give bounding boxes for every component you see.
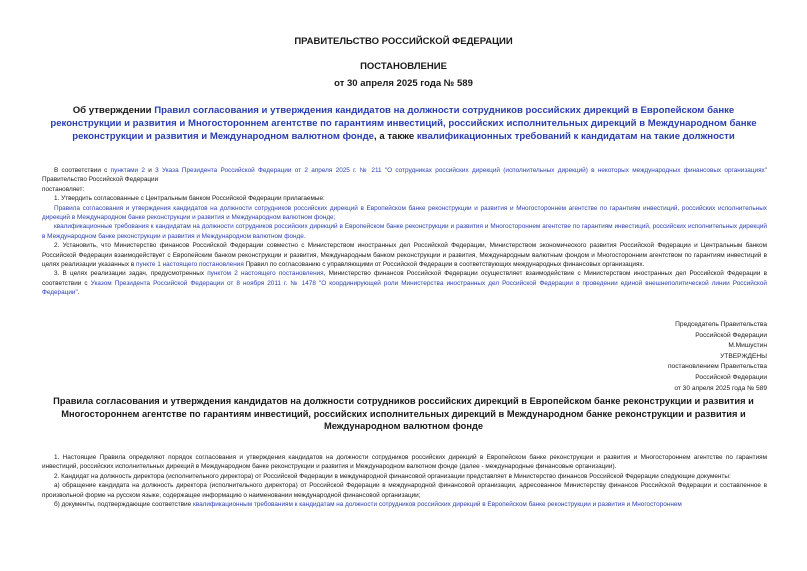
rule-2b xyxy=(42,500,767,509)
rule-2b-text: б) документы, подтверждающие соответствие xyxy=(54,501,193,509)
decree-point3-link[interactable]: 3 Указа Президента Российской Федерации от 2 апреля 2025 г. № 211 "О сотрудниках российских дирекций (исполнительных дирекций) в некоторых международных финансовых организациях" xyxy=(155,167,768,174)
signatory-title: Председатель Правительства xyxy=(675,321,767,328)
item-2-text-a: 2. Установить, что Министерство финансов Российской Федерации совместно с Министерством иностранных дел Российской Федерации, Министерством экономического развития Российской Федерации и Центральным банком Российской Федерации взаимодействует с Европейским банком реконструкции и развития, Международным банком реконструкции и развития, Международным валютным фондом и Многосторонним агентством по гарантиям инвестиций в целях реализации указанных в xyxy=(42,242,767,269)
document-type: ПОСТАНОВЛЕНИЕ xyxy=(360,61,447,72)
preamble-text-3: Правительство Российской Федерации xyxy=(42,176,159,184)
item-3-text-b: , Министерство финансов Российской Федерации осуществляет взаимодействие с Министерством иностранных дел Российской Федерации в соответствии с xyxy=(42,270,768,287)
rule-1: 1. Настоящие Правила определяют порядок согласования и утверждения кандидатов на должности сотрудников российских дирекций в Европейском банке реконструкции и развития и Многостороннем агентстве по гарантиям инвестиций, российских исполнительных дирекций в Международном банке реконструкции и развития и Международном валютном фонде (далее - международные финансовые организации). xyxy=(42,454,767,471)
document-date-number: от 30 апреля 2025 года № 589 xyxy=(334,78,473,89)
government-heading: ПРАВИТЕЛЬСТВО РОССИЙСКОЙ ФЕДЕРАЦИИ xyxy=(294,36,513,47)
approved-date: от 30 апреля 2025 года № 589 xyxy=(674,384,767,392)
item-1-requirements-link[interactable]: квалификационные требования к кандидатам на должности сотрудников российских дирекций в Европейском банке реконструкции и развития и Многостороннем агентстве по гарантиям инвестиций, российских исполнительных дирекций в Международном банке реконструкции и развития и Международном валютном фонде. xyxy=(42,223,767,240)
rules-title-link[interactable]: Правил согласования и утверждения кандидатов на должности сотрудников российских дирекций в Европейском банке реконструкции и развития и Многостороннем агентстве по гарантиям инвестиций, российских исполнительных дирекций в Международном банке реконструкции и развития и Международном валютном фонде xyxy=(50,105,757,142)
approved-org: Российской Федерации xyxy=(695,373,767,381)
title-prefix: Об утверждении xyxy=(72,105,155,116)
preamble-text-2: и xyxy=(144,167,156,174)
decree-body xyxy=(42,166,767,298)
rules-body xyxy=(42,453,767,509)
signatory-name: М.Мишустин xyxy=(728,342,767,350)
signatory-org: Российской Федерации xyxy=(695,331,767,339)
signature-block xyxy=(567,320,767,394)
item-3-link-1[interactable]: пунктом 2 настоящего постановления xyxy=(207,270,324,278)
item-3-text-a: 3. В целях реализации задач, предусмотренных xyxy=(54,270,208,278)
document-title xyxy=(40,104,767,143)
preamble-text-1: В соответствии с xyxy=(54,167,111,174)
rules-title: Правила согласования и утверждения кандидатов на должности сотрудников российских дирекций в Европейском банке реконструкции и развития и Многостороннем агентстве по гарантиям инвестиций, российских исполнительных дирекций в Международном банке реконструкции и развития и Международном валютном фонде xyxy=(53,396,754,431)
item-3 xyxy=(42,269,767,297)
item-3-text-c: . xyxy=(77,289,80,297)
rule-2a: а) обращение кандидата на должность директора (исполнительного директора) от Российской Федерации в международной финансовой организации, адресованное Министерству финансов Российской Федерации и составленное в произвольной форме на русском языке, содержащее информацию о наименовании международной финансовой организации; xyxy=(42,482,767,499)
item-2 xyxy=(42,241,767,269)
item-2-text-b: Правил по согласованию с управляющими от Российской Федерации в соответствующих международных финансовых организациях. xyxy=(243,261,645,269)
item-1: 1. Утвердить согласованные с Центральным банком Российской Федерации прилагаемые: xyxy=(54,195,325,203)
preamble xyxy=(42,166,767,185)
title-middle: , а также xyxy=(374,131,417,142)
resolves-word: постановляет: xyxy=(42,185,85,193)
item-1-rules-link[interactable]: Правила согласования и утверждения кандидатов на должности сотрудников российских дирекций в Европейском банке реконструкции и развития и Многостороннем агентстве по гарантиям инвестиций, российских исполнительных дирекций в Международном банке реконструкции и развития и Международном валютном фонде; xyxy=(42,204,767,222)
requirements-title-link[interactable]: квалификационных требований к кандидатам на такие должности xyxy=(416,131,735,142)
item-2-link[interactable]: пункте 1 настоящего постановления xyxy=(136,261,244,269)
rule-2: 2. Кандидат на должность директора (исполнительного директора) от Российской Федерации в международной финансовой организации представляет в Министерство финансов Российской Федерации следующие документы: xyxy=(54,472,731,480)
approved-by: постановлением Правительства xyxy=(667,363,767,371)
decree-point2-link[interactable]: пунктами 2 xyxy=(110,167,145,174)
rule-2b-link[interactable]: квалификационным требованиям к кандидатам на должности сотрудников российских дирекций в Европейском банке реконструкции и развития и Многостороннем xyxy=(192,501,682,509)
item-3-link-2[interactable]: Указом Президента Российской Федерации от 8 ноября 2011 г. № 1478 "О координирующей роли Министерства иностранных дел Российской Федерации в проведении единой внешнеполитической линии Российской Федерации" xyxy=(42,279,767,297)
approved-label: УТВЕРЖДЕНЫ xyxy=(720,352,767,360)
